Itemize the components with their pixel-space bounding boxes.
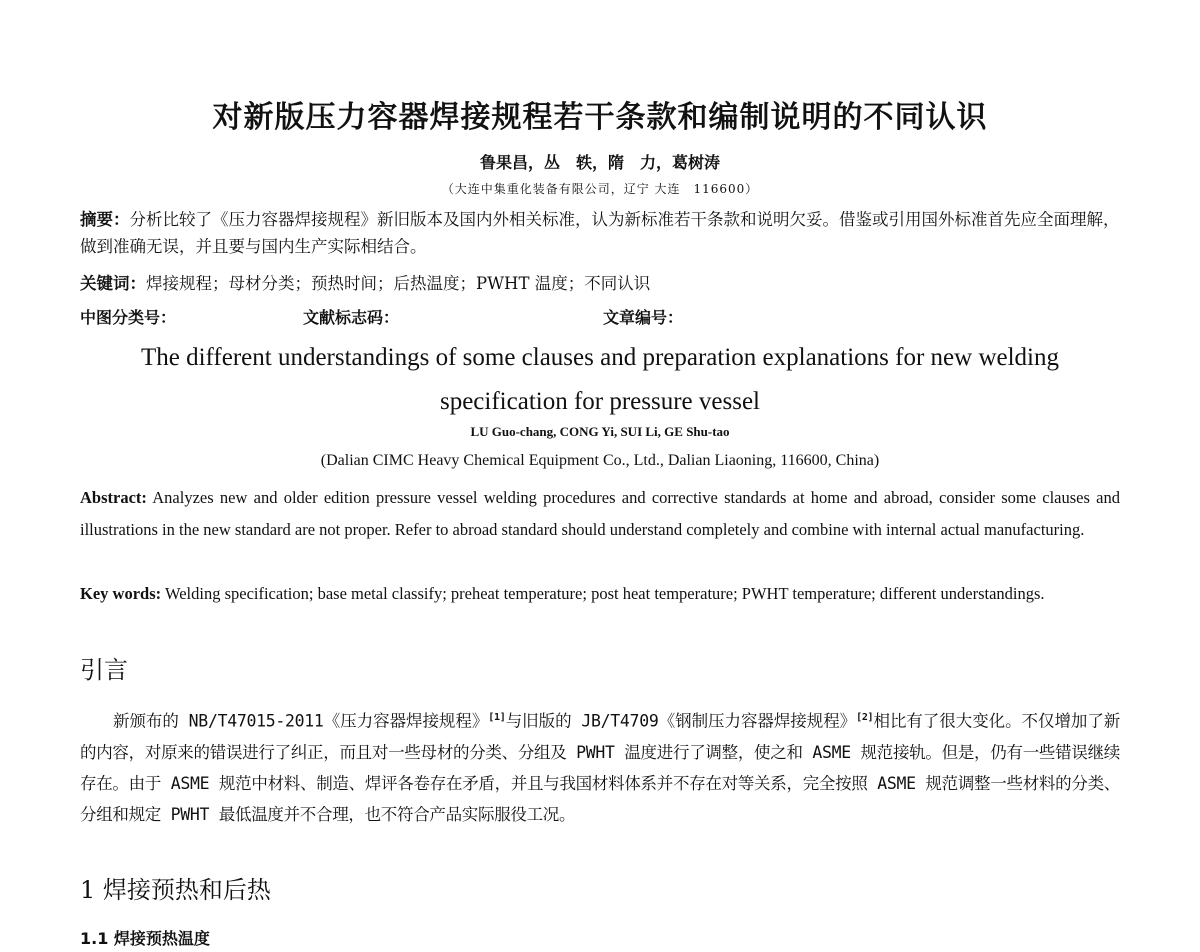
intro-heading: 引言	[80, 656, 128, 684]
english-keywords-label: Key words:	[80, 584, 162, 603]
reference-2: [2]	[856, 712, 874, 723]
intro-text-part-1: 新颁布的 NB/T47015-2011《压力容器焊接规程》	[113, 711, 489, 731]
chinese-authors: 鲁果昌，丛 轶，隋 力，葛树涛	[479, 153, 720, 172]
subsection-1-1-heading: 1.1 焊接预热温度	[80, 929, 210, 948]
english-keywords-text: Welding specification; base metal classify; preheat temperature; post heat temperature; PWHT temperature; different understandings.	[164, 584, 1045, 603]
classification-number-label: 中图分类号：	[80, 308, 177, 327]
chinese-abstract-label: 摘要：	[80, 210, 130, 229]
english-abstract-text: Analyzes new and older edition pressure vessel welding procedures and corrective standards at home and abroad, consider some clauses and illustrations in the new standard are not proper. Refer to abroad standard should understand completely and combine with internal actual manufacturing.	[80, 488, 1120, 539]
english-title: The different understandings of some clauses and preparation explanations for new welding specification for pressure vessel	[140, 344, 1059, 415]
english-abstract-label: Abstract:	[80, 488, 147, 507]
chinese-keywords-text: 焊接规程；母材分类；预热时间；后热温度；PWHT 温度；不同认识	[146, 274, 651, 293]
chinese-keywords-label: 关键词：	[80, 274, 146, 293]
intro-text-part-2: 与旧版的 JB/T4709《钢制压力容器焊接规程》	[505, 711, 857, 731]
chinese-keywords	[80, 272, 1120, 296]
chinese-abstract-text: 分析比较了《压力容器焊接规程》新旧版本及国内外相关标准，认为新标准若干条款和说明欠妥。借鉴或引用国外标准首先应全面理解，做到准确无误，并且要与国内生产实际相结合。	[80, 210, 1120, 256]
english-keywords	[80, 578, 1120, 610]
section-1-heading: 1 焊接预热和后热	[80, 876, 271, 904]
english-authors: LU Guo-chang, CONG Yi, SUI Li, GE Shu-tao	[470, 424, 730, 439]
intro-text-part-3: 相比有了很大变化。不仅增加了新的内容，对原来的错误进行了纠正，而且对一些母材的分类、分组及 PWHT 温度进行了调整，使之和 ASME 规范接轨。但是，仍有一些错误继续存在。由于 ASME 规范中材料、制造、焊评各卷存在矛盾，并且与我国材料体系并不存在对等关系，完全按照 ASME 规范调整一些材料的分类、分组和规定 PWHT 最低温度并不合理，也不符合产品实际服役工况。	[80, 711, 1120, 824]
chinese-abstract	[80, 206, 1120, 260]
chinese-affiliation: （大连中集重化装备有限公司，辽宁 大连 116600）	[441, 182, 759, 196]
english-abstract	[80, 482, 1120, 546]
intro-paragraph	[80, 702, 1120, 830]
chinese-title: 对新版压力容器焊接规程若干条款和编制说明的不同认识	[212, 100, 988, 135]
article-number-label: 文章编号：	[603, 308, 684, 327]
english-affiliation: (Dalian CIMC Heavy Chemical Equipment Co., Ltd., Dalian Liaoning, 116600, China)	[320, 452, 880, 469]
reference-1: [1]	[488, 712, 506, 723]
document-code-label: 文献标志码：	[303, 308, 400, 327]
